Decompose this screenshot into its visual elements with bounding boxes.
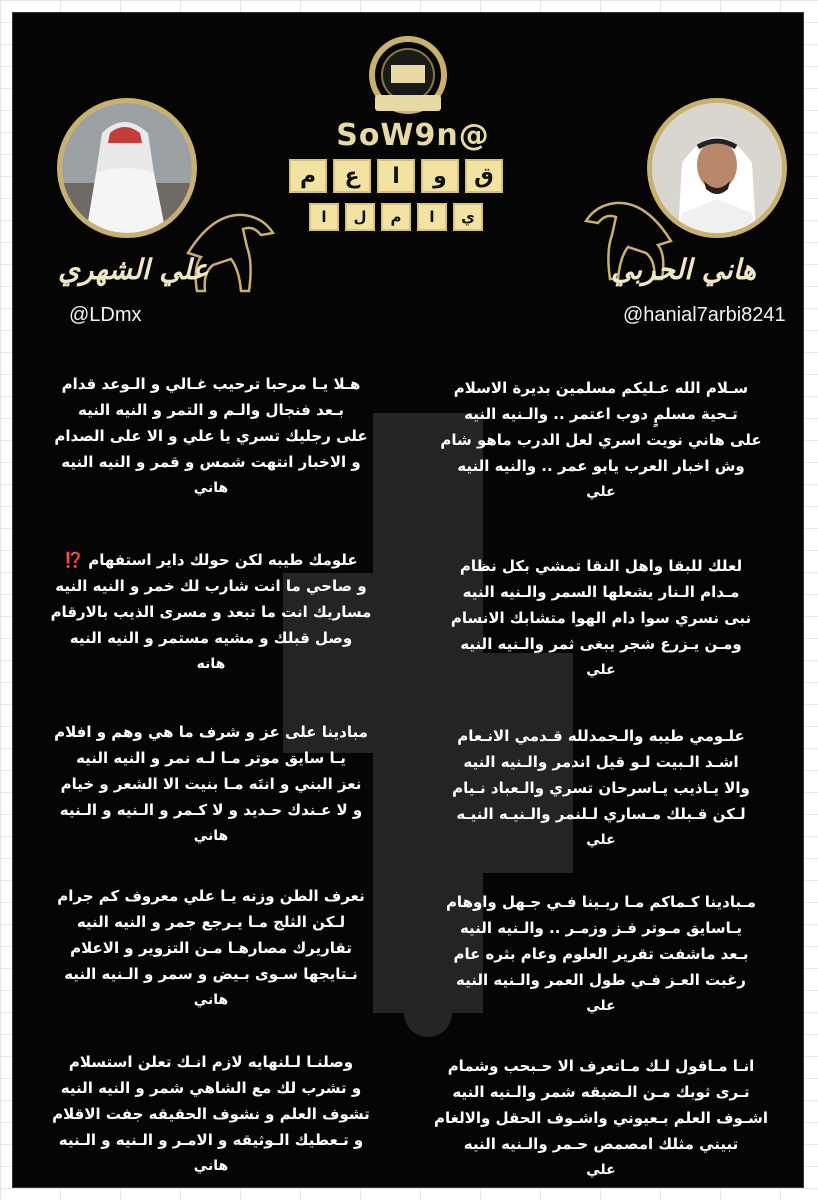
verse-line: نعرف الطن وزنه يـا علي معروف كم جرام xyxy=(57,887,365,905)
verse-block-left-5 xyxy=(31,1049,391,1179)
title-tile: و xyxy=(421,159,459,193)
title-tile: م xyxy=(289,159,327,193)
subtitle-tile: ا xyxy=(309,203,339,231)
verse-line: وش اخبار العرب يابو عمر .. والنيه النيه xyxy=(457,457,745,475)
verse-signature: هانه xyxy=(196,656,226,672)
verse-line: تشوف العلم و نشوف الحقيقه جفت الاقلام xyxy=(52,1105,370,1123)
verse-signature: هاني xyxy=(193,828,229,844)
avatar-left-poet xyxy=(57,98,197,238)
verse-line: وصلنـا لـلنهايه لازم انـك تعلن استسلام xyxy=(68,1053,354,1071)
verse-block-right-5 xyxy=(421,1053,781,1183)
verse-block-right-2 xyxy=(421,553,781,683)
verse-signature: علي xyxy=(586,1162,616,1178)
verse-block-right-4 xyxy=(421,889,781,1019)
verse-block-left-3 xyxy=(31,719,391,849)
verse-line: مـدام الـنار يشعلها السمر والـنيه النيه xyxy=(462,583,740,601)
verse-signature: علي xyxy=(586,484,616,500)
left-poet-name: علي الشهري xyxy=(58,253,209,286)
verse-line: نـتايجها سـوى بـيض و سمر و الـنيه النيه xyxy=(64,965,358,983)
verse-line: مبادينا على عز و شرف ما هي وهم و افلام xyxy=(54,723,368,741)
verse-line: يـاسايق مـوتر فـز وزمـر .. والـنيه النيه xyxy=(459,919,743,937)
verse-line: تقاريرك مصارهـا مـن التزوير و الاعلام xyxy=(70,939,352,957)
verse-signature: هاني xyxy=(193,480,229,496)
poster xyxy=(12,12,804,1188)
verse-line: و صاحي ما انت شارب لك خمر و النيه النيه xyxy=(55,577,367,595)
verse-line: و تشرب لك مع الشاهي شمر و النيه النيه xyxy=(60,1079,362,1097)
verse-line: مساريك انت ما تبعد و مسرى الذيب بالارقام xyxy=(50,603,372,621)
verse-signature: علي xyxy=(586,662,616,678)
title-tiles xyxy=(289,159,503,193)
verse-block-right-1 xyxy=(421,375,781,505)
verse-line: علومك طيبه لكن حولك داير استفهام ⁉️ xyxy=(64,551,358,569)
verse-line: اشـد الـبيت لـو قيل اندمر والـنيه النيه xyxy=(463,753,739,771)
verse-signature: علي xyxy=(586,998,616,1014)
verse-line: والا يـاذيب يـاسرحان تسري والـعباد نـيام xyxy=(452,779,750,797)
verse-block-left-4 xyxy=(31,883,391,1013)
verse-block-right-3 xyxy=(421,723,781,853)
verse-line: نعز البني و انتَه مـا بنيت الا الشعر و خيام xyxy=(60,775,362,793)
verse-block-left-2 xyxy=(31,547,391,677)
verse-line: ومـن يـزرع شجر يبغى ثمر والـنيه النيه xyxy=(460,635,742,653)
verse-line: بـعد فنجال والـم و التمر و النيه النيه xyxy=(77,401,344,419)
verse-signature: علي xyxy=(586,832,616,848)
verse-line: نبى نسري سوا دام الهوا متشابك الانسام xyxy=(450,609,752,627)
verse-line: تبيني مثلك امصمص حـمر والـنيه النيه xyxy=(463,1135,739,1153)
verse-line: تـرى ثوبك مـن الـضيقه شمر والـنيه النيه xyxy=(452,1083,750,1101)
verse-signature: هاني xyxy=(193,992,229,1008)
subtitle-tile: ي xyxy=(453,203,483,231)
verse-line: تـحية مسلمٍ دوب اعتمر .. والـنيه النيه xyxy=(464,405,738,423)
crest-logo-icon xyxy=(353,35,463,120)
right-poet-name: هاني الحربي xyxy=(611,253,757,286)
verse-line: مـبادينا كـماكم مـا ربـينا فـي جـهل واوهام xyxy=(445,893,757,911)
verse-line: و الاخبار انتهت شمس و قمر و النيه النيه xyxy=(61,453,361,471)
title-tile: ا xyxy=(377,159,415,193)
verse-line: على رجليك تسري يا علي و الا على الصدام xyxy=(54,427,368,445)
verse-line: انـا مـاقول لـك مـاتعرف الا حـبحب وشمام xyxy=(447,1057,755,1075)
verse-line: اشـوف العلم بـعيوني واشـوف الحقل والالغام xyxy=(434,1109,768,1127)
verse-block-left-1 xyxy=(31,371,391,501)
verse-line: سـلام الله عـليكم مسلمين بديرة الاسلام xyxy=(453,379,749,397)
verse-signature: هاني xyxy=(193,1158,229,1174)
subtitle-tile: ا xyxy=(417,203,447,231)
subtitle-tile: ل xyxy=(345,203,375,231)
left-poet-handle[interactable]: @LDmx xyxy=(69,304,142,326)
verse-line: و تـعطيك الـوثيقه و الامـر و الـنيه و الـنيه xyxy=(58,1131,364,1149)
verse-line: هـلا يـا مرحبا ترحيب غـالي و الـوعد قدام xyxy=(61,375,361,393)
verse-line: لـكن الثلج مـا يـرجع جمر و النيه النيه xyxy=(76,913,346,931)
verse-line: علـومي طيبه والـحمدلله قـدمي الانـعام xyxy=(457,727,745,745)
subtitle-tile: م xyxy=(381,203,411,231)
verse-line: رغبت العـز فـي طول العمر والـنيه النيه xyxy=(456,971,746,989)
verse-line: لـكن قـبلك مـساري لـلنمر والـنيـه النيـه xyxy=(456,805,746,823)
verse-line: وصل قبلك و مشيه مستمر و النيه النيه xyxy=(69,629,353,647)
verse-line: على هاني نويت اسري لعل الدرب ماهو شام xyxy=(440,431,762,449)
brand-title: SoW9n@ xyxy=(336,118,490,153)
right-poet-handle[interactable]: @hanial7arbi8241 xyxy=(623,304,786,326)
person-photo-icon xyxy=(62,103,192,233)
subtitle-tiles xyxy=(309,203,483,231)
title-tile: ع xyxy=(333,159,371,193)
verse-line: بـعد ماشفت تقرير العلوم وعام بثره عام xyxy=(453,945,749,963)
verse-line: لعلك للبقا واهل النقا تمشي بكل نظام xyxy=(459,557,743,575)
verse-line: يـا سايق موتر مـا لـه نمر و النيه النيه xyxy=(76,749,346,767)
title-tile: ق xyxy=(465,159,503,193)
verse-line: و لا عـندك حـديد و لا كـمر و الـنيه و الـنيه xyxy=(59,801,363,819)
